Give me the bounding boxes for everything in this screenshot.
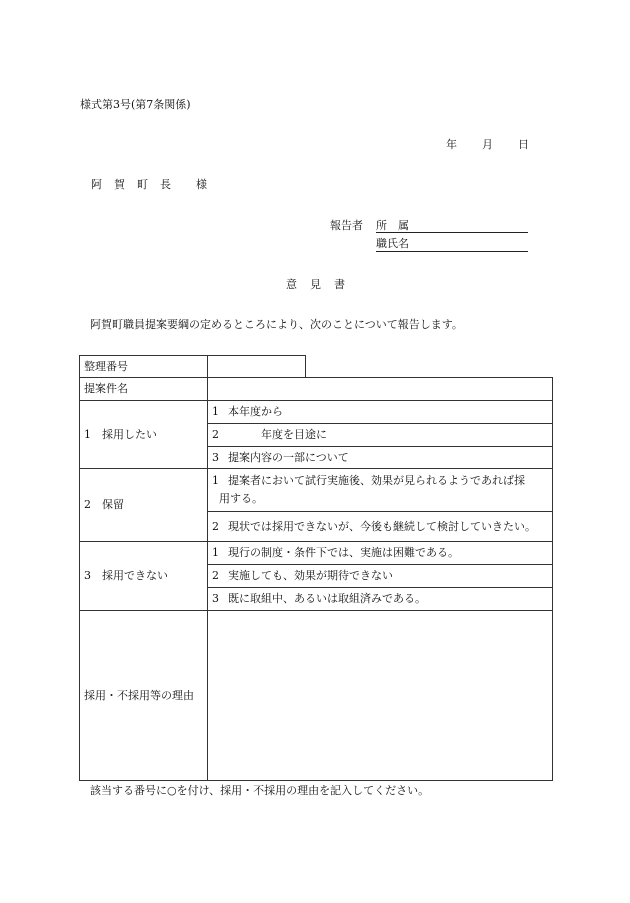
reason-row	[80, 611, 553, 781]
name-label: 職氏名	[376, 237, 409, 250]
form-number: 様式第3号(第7条関係)	[80, 98, 191, 111]
option-num: 1	[212, 474, 219, 487]
table-row	[80, 401, 553, 424]
section-1-option-2[interactable]	[208, 424, 553, 447]
option-text: 現状では採用できないが、今後も継続して検討していきたい。	[228, 519, 536, 533]
addressee-honorific: 様	[196, 178, 207, 191]
section-2-label: 2 保留	[80, 469, 208, 542]
section-1-option-3[interactable]	[208, 447, 553, 469]
option-text: 本年度から	[228, 405, 283, 418]
section-2-option-1[interactable]	[208, 469, 553, 512]
option-num: 1	[212, 405, 219, 418]
title-char-2: 見	[310, 278, 321, 291]
proposal-table	[79, 377, 553, 781]
subject-value[interactable]	[208, 378, 553, 401]
addressee-char-2: 賀	[114, 178, 125, 191]
option-text: 既に取組中、あるいは取組済みである。	[228, 592, 426, 605]
ref-number-divider	[207, 356, 208, 377]
addressee-char-3: 町	[137, 178, 148, 191]
option-num: 3	[212, 450, 219, 464]
addressee-char-4: 長	[160, 178, 171, 191]
reason-input[interactable]	[208, 611, 553, 781]
option-text: 年度を目途に	[228, 428, 327, 441]
date-day: 日	[518, 138, 529, 151]
subject-label: 提案件名	[80, 378, 208, 401]
subject-row	[80, 378, 553, 401]
section-3-label: 3 採用できない	[80, 542, 208, 611]
title-char-3: 書	[334, 278, 345, 291]
date-month: 月	[482, 138, 493, 151]
section-3-option-2[interactable]	[208, 565, 553, 588]
affiliation-label: 所 属	[376, 219, 409, 232]
ref-number-box	[79, 355, 306, 377]
reporter-label: 報告者	[330, 219, 363, 232]
reason-label: 採用・不採用等の理由	[80, 611, 208, 781]
option-text: 実施しても、効果が期待できない	[228, 569, 393, 582]
intro-text: 阿賀町職員提案要綱の定めるところにより、次のことについて報告します。	[90, 318, 463, 331]
section-1-label: 1 採用したい	[80, 401, 208, 469]
addressee-char-1: 阿	[91, 178, 102, 191]
option-text: 提案者において試行実施後、効果が見られるようであれば採	[228, 474, 525, 487]
name-line	[376, 251, 528, 252]
option-num: 2	[212, 519, 219, 533]
table-row	[80, 469, 553, 512]
section-3-option-1[interactable]	[208, 542, 553, 565]
option-text: 提案内容の一部について	[228, 450, 349, 464]
section-2-option-2[interactable]	[208, 512, 553, 542]
option-num: 2	[212, 569, 219, 582]
option-num: 1	[212, 546, 219, 559]
date-year: 年	[446, 138, 457, 151]
option-num: 3	[212, 592, 219, 605]
section-1-option-1[interactable]	[208, 401, 553, 424]
option-text-continued: 用する。	[219, 492, 263, 505]
title-char-1: 意	[286, 278, 297, 291]
footnote: 該当する番号に○を付け、採用・不採用の理由を記入してください。	[90, 784, 430, 797]
ref-number-label: 整理番号	[84, 360, 128, 373]
table-row	[80, 542, 553, 565]
option-text: 現行の制度・条件下では、実施は困難である。	[228, 546, 459, 559]
affiliation-line	[376, 232, 528, 233]
section-3-option-3[interactable]	[208, 588, 553, 611]
option-num: 2	[212, 428, 219, 441]
